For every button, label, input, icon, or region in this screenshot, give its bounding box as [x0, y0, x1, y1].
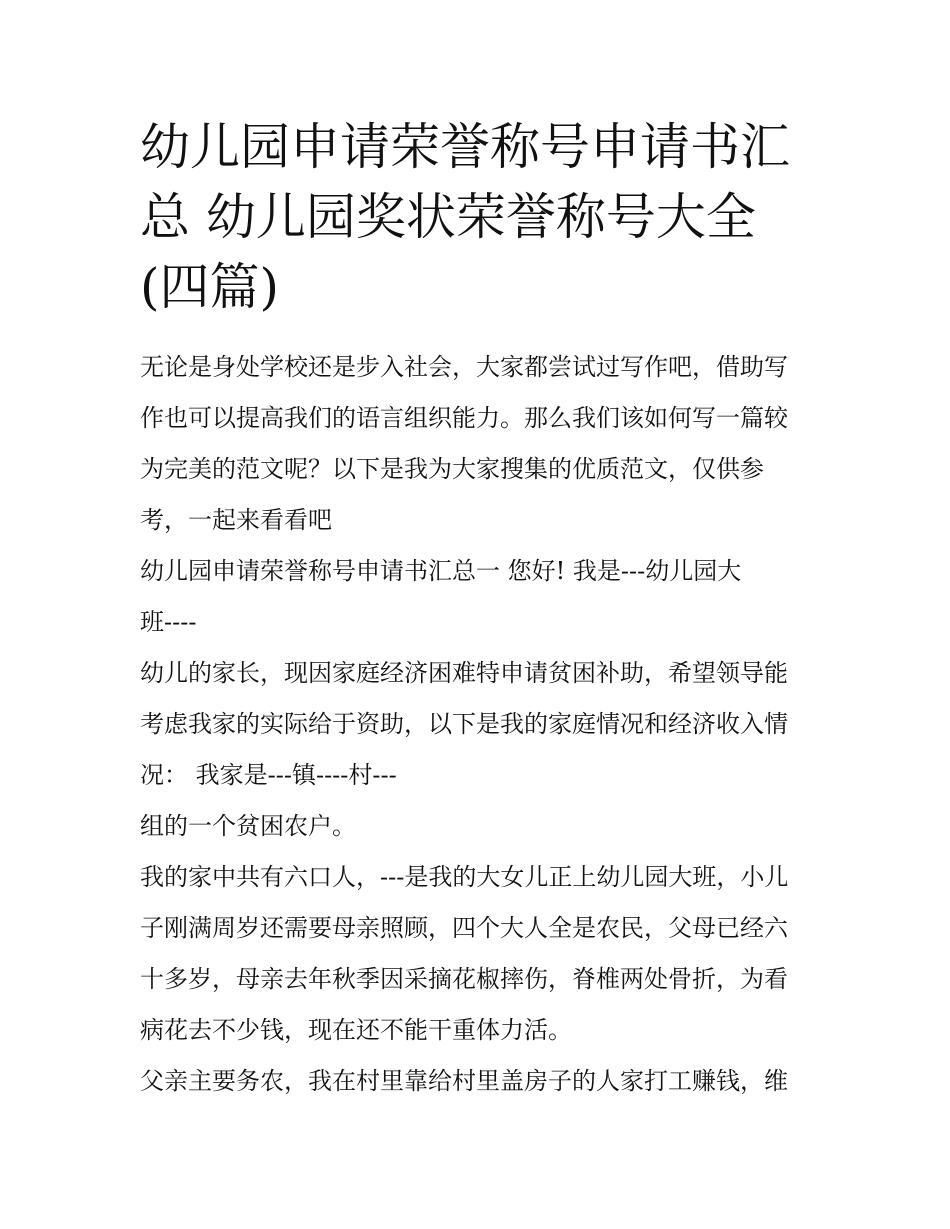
paragraph-line: 班---- — [140, 608, 197, 636]
paragraph-line: 子刚满周岁还需要母亲照顾，四个大人全是农民，父母已经六 — [140, 914, 788, 942]
paragraph-line: 组的一个贫困农户。 — [140, 812, 356, 840]
paragraph-family — [140, 852, 820, 1056]
paragraph-request — [140, 648, 820, 801]
paragraph-line: 幼儿的家长，现因家庭经济困难特申请贫困补助，希望领导能 — [140, 659, 788, 687]
paragraph-line: 我的家中共有六口人，---是我的大女儿正上幼儿园大班，小儿 — [140, 863, 789, 891]
document-body — [140, 342, 820, 1107]
paragraph-line: 考，一起来看看吧 — [140, 506, 332, 534]
paragraph-line: 幼儿园申请荣誉称号申请书汇总一 您好! 我是---幼儿园大 — [140, 557, 742, 585]
paragraph-line: 为完美的范文呢？以下是我为大家搜集的优质范文，仅供参 — [140, 455, 764, 483]
paragraph-line: 考虑我家的实际给于资助，以下是我的家庭情况和经济收入情 — [140, 710, 788, 738]
document-content — [140, 112, 820, 1107]
paragraph-income — [140, 1056, 820, 1107]
paragraph-household — [140, 801, 820, 852]
paragraph-line: 况： 我家是---镇----村--- — [140, 761, 397, 789]
paragraph-greeting — [140, 546, 820, 648]
title-line-1: 幼儿园申请荣誉称号申请书汇 — [140, 118, 790, 176]
document-title — [140, 112, 820, 322]
title-line-3: (四篇) — [140, 258, 280, 316]
title-line-2: 总 幼儿园奖状荣誉称号大全 — [140, 188, 756, 246]
paragraph-line: 病花去不少钱，现在还不能干重体力活。 — [140, 1016, 572, 1044]
paragraph-line: 作也可以提高我们的语言组织能力。那么我们该如何写一篇较 — [140, 404, 788, 432]
paragraph-line: 无论是身处学校还是步入社会，大家都尝试过写作吧，借助写 — [140, 353, 788, 381]
paragraph-intro — [140, 342, 820, 546]
paragraph-line: 父亲主要务农，我在村里靠给村里盖房子的人家打工赚钱，维 — [140, 1067, 788, 1095]
paragraph-line: 十多岁，母亲去年秋季因采摘花椒摔伤，脊椎两处骨折，为看 — [140, 965, 788, 993]
